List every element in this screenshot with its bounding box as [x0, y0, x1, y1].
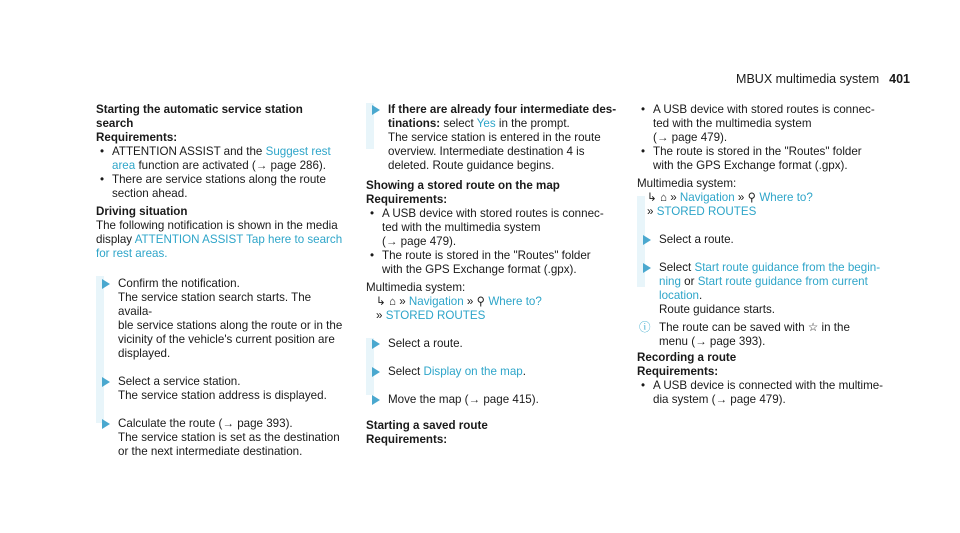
double-chevron-icon: » — [376, 309, 383, 322]
double-chevron-icon: » — [737, 191, 745, 204]
multimedia-label: Multimedia system: — [637, 177, 737, 190]
step: Select a route. — [637, 233, 899, 247]
step-arrow-icon — [368, 337, 384, 351]
header-title: MBUX multimedia system — [736, 72, 880, 86]
star-icon: ☆ — [807, 321, 819, 334]
search-icon: ⚲ — [476, 295, 486, 308]
column-3 — [637, 103, 899, 407]
step-arrow-icon — [98, 375, 114, 389]
step: Select Display on the map. — [366, 365, 622, 379]
section-heading: Showing a stored route on the map — [366, 179, 560, 192]
search-icon: ⚲ — [747, 191, 757, 204]
requirements-label: Requirements: — [366, 433, 448, 446]
double-chevron-icon: » — [670, 191, 677, 204]
step: Move the map (→ page 415). — [366, 393, 622, 407]
step-arrow-icon — [368, 103, 384, 117]
step-arrow-icon — [98, 417, 114, 431]
column-1 — [96, 103, 346, 459]
list-item: • A USB device with stored routes is connec- ted with the multimedia system (→ page 479). — [366, 207, 622, 249]
return-arrow-icon: ↳ — [376, 295, 386, 308]
list-item: • There are service stations along the route section ahead. — [96, 173, 346, 201]
step: Select Start route guidance from the begin- ning or Start route guidance from current location. Route guidance starts. — [637, 261, 899, 317]
step: Select a route. — [366, 337, 622, 351]
home-icon: ⌂ — [659, 191, 667, 204]
section-heading: Starting a saved route — [366, 419, 488, 432]
section-heading: Starting the automatic service station search — [96, 103, 303, 130]
step-arrow-icon — [368, 365, 384, 379]
step: Calculate the route (→ page 393). The service station is set as the destination or the next intermediate destination. — [96, 417, 346, 459]
multimedia-label: Multimedia system: — [366, 281, 466, 294]
paragraph: The following notification is shown in the media display ATTENTION ASSIST Tap here to search for rest areas. — [96, 219, 343, 260]
driving-situation-heading: Driving situation — [96, 205, 188, 218]
column-2 — [366, 103, 622, 447]
list-item: • A USB device with stored routes is connec- ted with the multimedia system (→ page 479). — [637, 103, 899, 145]
step-arrow-icon — [639, 233, 655, 247]
requirements-label: Requirements: — [637, 365, 719, 378]
step-arrow-icon — [639, 261, 655, 275]
double-chevron-icon: » — [466, 295, 474, 308]
step: If there are already four intermediate des- tinations: select Yes in the prompt. The service station is entered in the route overview. Intermediate destination 4 is deleted. Route guidance begins. — [366, 103, 622, 173]
page-header — [736, 72, 910, 86]
menu-path: ↳ ⌂ » Navigation » ⚲ Where to? » STORED ROUTES — [376, 295, 542, 322]
menu-path: ↳ ⌂ » Navigation » ⚲ Where to? » STORED ROUTES — [647, 191, 813, 218]
info-icon: ⓘ — [639, 321, 651, 334]
list-item: • The route is stored in the "Routes" folder with the GPS Exchange format (.gpx). — [366, 249, 622, 277]
step: Confirm the notification. The service station search starts. The availa- ble service stations along the route or in the vicinity of the vehicle's current position are displayed. — [96, 277, 346, 361]
home-icon: ⌂ — [388, 295, 396, 308]
step-arrow-icon — [98, 277, 114, 291]
step-arrow-icon — [368, 393, 384, 407]
double-chevron-icon: » — [647, 205, 654, 218]
page-number: 401 — [889, 72, 910, 86]
return-arrow-icon: ↳ — [647, 191, 657, 204]
double-chevron-icon: » — [399, 295, 406, 308]
step: Select a service station. The service station address is displayed. — [96, 375, 346, 403]
list-item: • ATTENTION ASSIST and the Suggest rest area function are activated (→ page 286). — [96, 145, 346, 173]
requirements-label: Requirements: — [96, 131, 178, 144]
list-item: • A USB device is connected with the multime- dia system (→ page 479). — [637, 379, 899, 407]
note: ⓘ The route can be saved with ☆ in the menu (→ page 393). — [639, 321, 850, 348]
requirements-label: Requirements: — [366, 193, 448, 206]
list-item: • The route is stored in the "Routes" folder with the GPS Exchange format (.gpx). — [637, 145, 899, 173]
section-heading: Recording a route — [637, 351, 737, 364]
